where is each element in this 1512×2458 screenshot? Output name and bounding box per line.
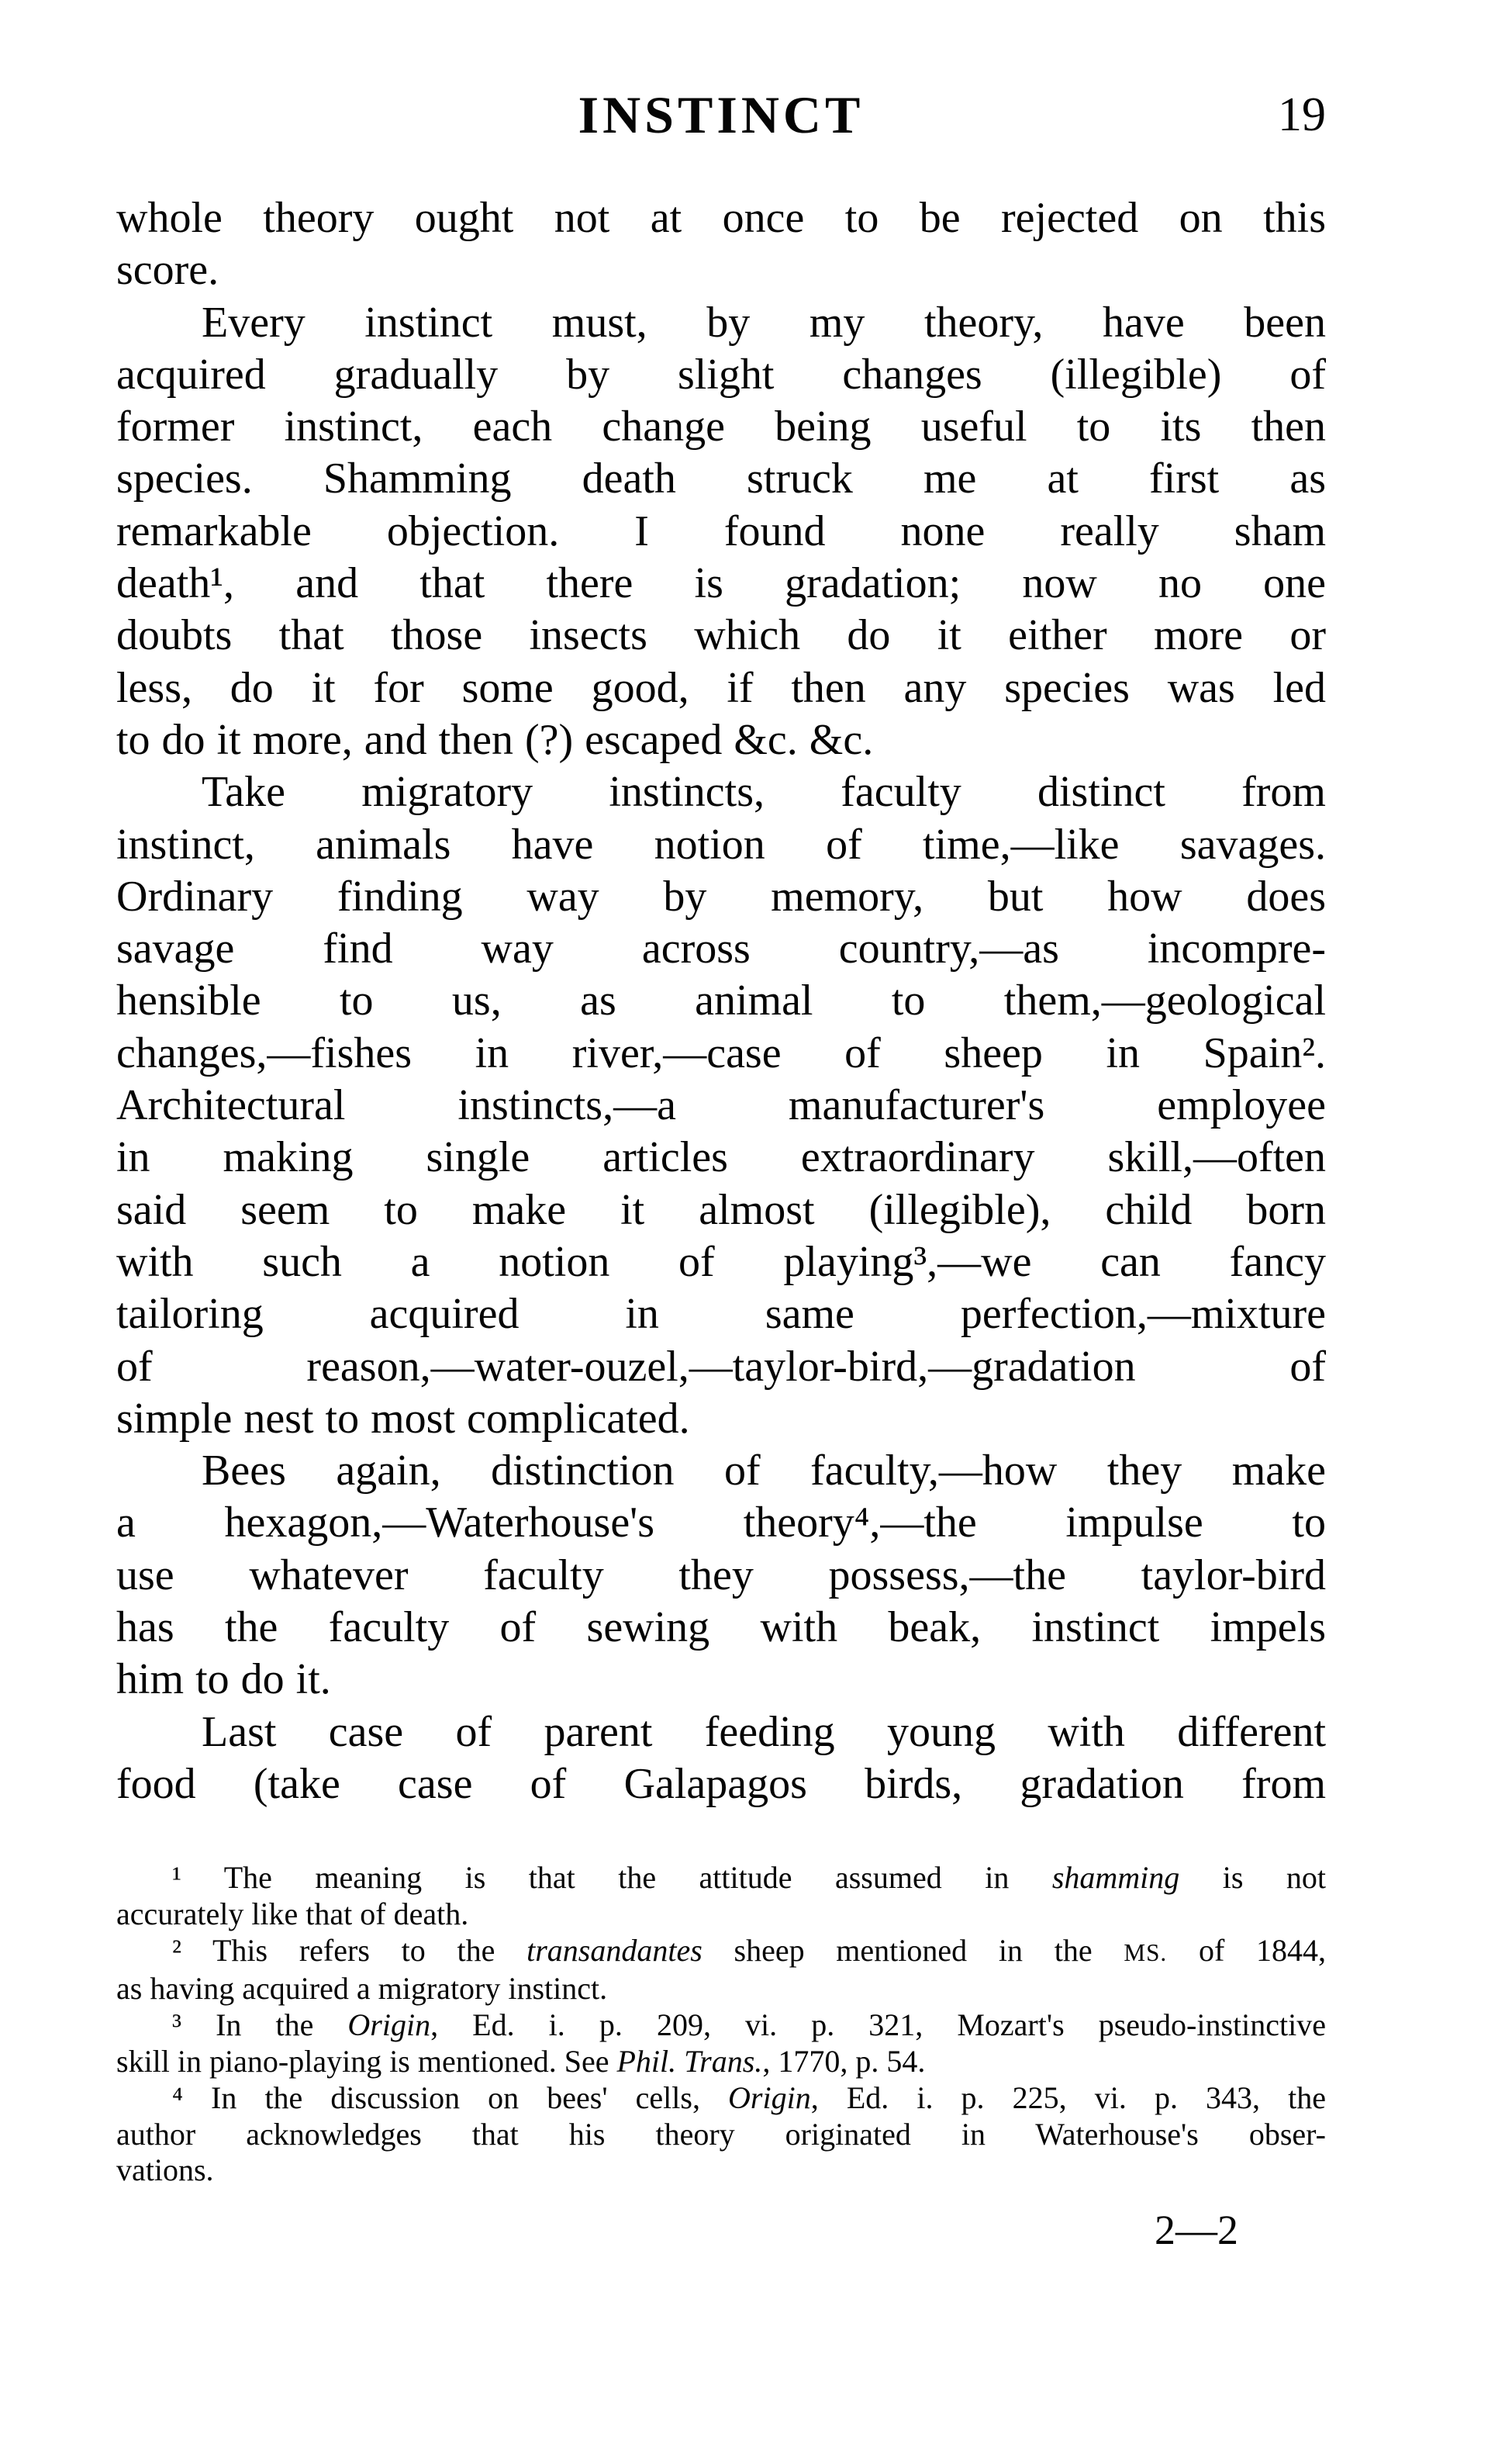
body-line: former instinct, each change being useful to its then (116, 403, 1326, 451)
footnote-line: vations. (116, 2152, 214, 2188)
body-line: doubts that those insects which do it either more or (116, 611, 1326, 660)
footnote-line: ⁴ In the discussion on bees' cells, Origin, Ed. i. p. 225, vi. p. 343, the (172, 2079, 1326, 2115)
body-line: remarkable objection. I found none really sham (116, 506, 1326, 555)
page-number: 19 (1278, 88, 1326, 141)
body-line: Ordinary finding way by memory, but how does (116, 872, 1326, 921)
body-line: to do it more, and then (?) escaped &c. &c. (116, 715, 874, 764)
footnote-line: as having acquired a migratory instinct. (116, 1971, 608, 2007)
footnote-line: ¹ The meaning is that the attitude assumed in shamming is not (172, 1860, 1327, 1895)
body-line: of reason,—water-ouzel,—taylor-bird,—gradation of (116, 1342, 1326, 1391)
body-line: changes,—fishes in river,—case of sheep in Spain². (116, 1028, 1326, 1077)
footnotes (116, 1860, 1326, 2189)
body-line: in making single articles extraordinary skill,—often (116, 1133, 1326, 1182)
body-line: him to do it. (116, 1655, 331, 1704)
footnote-line: skill in piano-playing is mentioned. See Phil. Trans., 1770, p. 54. (116, 2043, 926, 2079)
body-line: food (take case of Galapagos birds, gradation from (116, 1759, 1326, 1808)
body-line: acquired gradually by slight changes (illegible) of (116, 350, 1326, 399)
body-line: savage find way across country,—as incompre- (116, 925, 1326, 973)
body-line: with such a notion of playing³,—we can fancy (116, 1237, 1326, 1286)
footnote-line: ² This refers to the transandantes sheep mentioned in the MS. of 1844, (172, 1932, 1327, 1968)
body-line: Bees again, distinction of faculty,—how they make (202, 1447, 1326, 1495)
body-line: use whatever faculty they possess,—the taylor-bird (116, 1551, 1326, 1599)
footnote-line: author acknowledges that his theory originated in Waterhouse's obser- (116, 2116, 1326, 2152)
body-line: hensible to us, as animal to them,—geological (116, 977, 1326, 1025)
body-line: has the faculty of sewing with beak, instinct impels (116, 1603, 1326, 1652)
body-line: instinct, animals have notion of time,—like savages. (116, 820, 1326, 869)
body-line: less, do it for some good, if then any species was led (116, 663, 1326, 712)
body-line: Last case of parent feeding young with different (202, 1707, 1326, 1756)
body-line: whole theory ought not at once to be rejected on this (116, 194, 1326, 242)
footnote-line: accurately like that of death. (116, 1896, 469, 1931)
body-line: Architectural instincts,—a manufacturer's employee (116, 1081, 1326, 1130)
body-text (116, 192, 1326, 1810)
signature-mark: 2—2 (1155, 2207, 1238, 2253)
body-line: species. Shamming death struck me at first as (116, 455, 1326, 503)
body-line: score. (116, 246, 219, 295)
body-line: a hexagon,—Waterhouse's theory⁴,—the impulse to (116, 1499, 1326, 1547)
body-line: said seem to make it almost (illegible), child born (116, 1185, 1326, 1234)
body-line: simple nest to most complicated. (116, 1394, 690, 1443)
body-line: tailoring acquired in same perfection,—mixture (116, 1290, 1326, 1339)
body-line: death¹, and that there is gradation; now no one (116, 559, 1326, 608)
body-line: Every instinct must, by my theory, have been (202, 298, 1326, 347)
page-title: INSTINCT (578, 85, 865, 144)
footnote-line: ³ In the Origin, Ed. i. p. 209, vi. p. 321, Mozart's pseudo-instinctive (172, 2007, 1326, 2043)
body-line: Take migratory instincts, faculty distinct from (202, 768, 1326, 817)
page-header (116, 87, 1326, 143)
